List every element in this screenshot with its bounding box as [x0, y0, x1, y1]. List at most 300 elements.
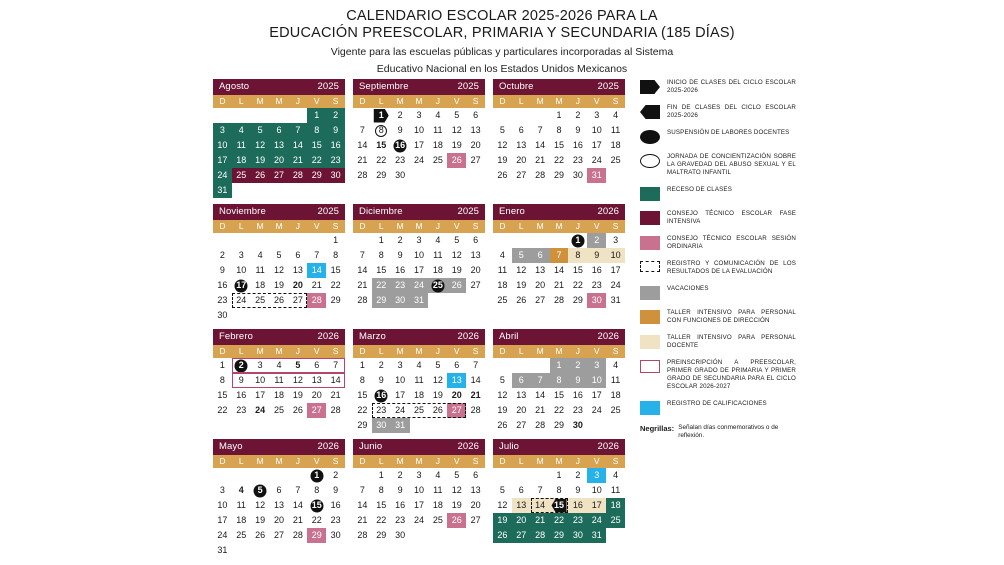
day-cell[interactable] [353, 278, 372, 293]
day-cell[interactable] [493, 138, 512, 153]
day-cell[interactable] [512, 483, 531, 498]
day-cell[interactable] [232, 373, 251, 388]
day-cell[interactable] [326, 153, 345, 168]
day-cell[interactable] [587, 153, 606, 168]
day-cell[interactable] [288, 248, 307, 263]
day-cell[interactable] [550, 263, 569, 278]
day-cell[interactable] [447, 108, 466, 123]
day-cell[interactable] [307, 293, 326, 308]
day-cell[interactable] [606, 123, 625, 138]
day-cell[interactable] [568, 373, 587, 388]
day-cell[interactable] [232, 138, 251, 153]
day-cell[interactable] [353, 513, 372, 528]
day-cell[interactable] [410, 483, 429, 498]
day-cell[interactable] [606, 138, 625, 153]
day-cell[interactable] [531, 123, 550, 138]
day-cell[interactable] [466, 498, 485, 513]
day-cell[interactable] [493, 123, 512, 138]
day-cell[interactable] [410, 388, 429, 403]
day-cell[interactable] [550, 278, 569, 293]
day-cell[interactable] [270, 248, 289, 263]
day-cell[interactable] [587, 373, 606, 388]
day-cell[interactable] [568, 168, 587, 183]
day-cell[interactable] [466, 123, 485, 138]
day-cell[interactable] [447, 153, 466, 168]
day-cell[interactable] [428, 373, 447, 388]
day-cell[interactable] [587, 108, 606, 123]
day-cell[interactable] [307, 263, 326, 278]
day-cell[interactable] [251, 483, 270, 498]
day-cell[interactable] [232, 123, 251, 138]
day-cell[interactable] [512, 293, 531, 308]
day-cell[interactable] [270, 293, 289, 308]
day-cell[interactable] [372, 108, 391, 123]
day-cell[interactable] [391, 528, 410, 543]
day-cell[interactable] [372, 293, 391, 308]
day-cell[interactable] [466, 388, 485, 403]
day-cell[interactable] [353, 418, 372, 433]
day-cell[interactable] [307, 388, 326, 403]
day-cell[interactable] [550, 483, 569, 498]
day-cell[interactable] [531, 293, 550, 308]
day-cell[interactable] [466, 263, 485, 278]
day-cell[interactable] [531, 263, 550, 278]
day-cell[interactable] [213, 498, 232, 513]
day-cell[interactable] [307, 123, 326, 138]
day-cell[interactable] [410, 293, 429, 308]
day-cell[interactable] [550, 373, 569, 388]
day-cell[interactable] [466, 403, 485, 418]
day-cell[interactable] [251, 263, 270, 278]
day-cell[interactable] [550, 123, 569, 138]
day-cell[interactable] [372, 358, 391, 373]
day-cell[interactable] [568, 418, 587, 433]
day-cell[interactable] [587, 468, 606, 483]
day-cell[interactable] [251, 293, 270, 308]
day-cell[interactable] [531, 528, 550, 543]
day-cell[interactable] [232, 528, 251, 543]
day-cell[interactable] [326, 528, 345, 543]
day-cell[interactable] [353, 293, 372, 308]
day-cell[interactable] [372, 168, 391, 183]
day-cell[interactable] [531, 278, 550, 293]
day-cell[interactable] [391, 373, 410, 388]
day-cell[interactable] [606, 373, 625, 388]
day-cell[interactable] [326, 293, 345, 308]
day-cell[interactable] [466, 358, 485, 373]
day-cell[interactable] [587, 513, 606, 528]
day-cell[interactable] [251, 278, 270, 293]
day-cell[interactable] [288, 373, 307, 388]
day-cell[interactable] [550, 468, 569, 483]
day-cell[interactable] [428, 138, 447, 153]
day-cell[interactable] [447, 233, 466, 248]
day-cell[interactable] [447, 388, 466, 403]
day-cell[interactable] [550, 138, 569, 153]
day-cell[interactable] [428, 278, 447, 293]
day-cell[interactable] [270, 168, 289, 183]
day-cell[interactable] [213, 308, 232, 323]
day-cell[interactable] [326, 233, 345, 248]
day-cell[interactable] [372, 513, 391, 528]
day-cell[interactable] [568, 358, 587, 373]
day-cell[interactable] [372, 278, 391, 293]
day-cell[interactable] [606, 278, 625, 293]
day-cell[interactable] [288, 153, 307, 168]
day-cell[interactable] [512, 248, 531, 263]
day-cell[interactable] [213, 248, 232, 263]
day-cell[interactable] [466, 153, 485, 168]
day-cell[interactable] [550, 293, 569, 308]
day-cell[interactable] [447, 248, 466, 263]
day-cell[interactable] [288, 168, 307, 183]
day-cell[interactable] [288, 358, 307, 373]
day-cell[interactable] [307, 468, 326, 483]
day-cell[interactable] [213, 168, 232, 183]
day-cell[interactable] [587, 278, 606, 293]
day-cell[interactable] [512, 418, 531, 433]
day-cell[interactable] [550, 168, 569, 183]
day-cell[interactable] [410, 263, 429, 278]
day-cell[interactable] [213, 403, 232, 418]
day-cell[interactable] [568, 123, 587, 138]
day-cell[interactable] [587, 403, 606, 418]
day-cell[interactable] [587, 388, 606, 403]
day-cell[interactable] [372, 498, 391, 513]
day-cell[interactable] [288, 263, 307, 278]
day-cell[interactable] [372, 248, 391, 263]
day-cell[interactable] [213, 293, 232, 308]
day-cell[interactable] [587, 483, 606, 498]
day-cell[interactable] [587, 358, 606, 373]
day-cell[interactable] [307, 513, 326, 528]
day-cell[interactable] [568, 248, 587, 263]
day-cell[interactable] [307, 278, 326, 293]
day-cell[interactable] [447, 403, 466, 418]
day-cell[interactable] [326, 388, 345, 403]
day-cell[interactable] [213, 278, 232, 293]
day-cell[interactable] [353, 138, 372, 153]
day-cell[interactable] [391, 248, 410, 263]
day-cell[interactable] [410, 138, 429, 153]
day-cell[interactable] [447, 373, 466, 388]
day-cell[interactable] [232, 483, 251, 498]
day-cell[interactable] [391, 278, 410, 293]
day-cell[interactable] [512, 278, 531, 293]
day-cell[interactable] [288, 498, 307, 513]
day-cell[interactable] [251, 248, 270, 263]
day-cell[interactable] [493, 418, 512, 433]
day-cell[interactable] [410, 153, 429, 168]
day-cell[interactable] [568, 403, 587, 418]
day-cell[interactable] [428, 513, 447, 528]
day-cell[interactable] [550, 403, 569, 418]
day-cell[interactable] [568, 278, 587, 293]
day-cell[interactable] [428, 153, 447, 168]
day-cell[interactable] [512, 153, 531, 168]
day-cell[interactable] [606, 513, 625, 528]
day-cell[interactable] [466, 233, 485, 248]
day-cell[interactable] [587, 233, 606, 248]
day-cell[interactable] [512, 168, 531, 183]
day-cell[interactable] [288, 278, 307, 293]
day-cell[interactable] [307, 498, 326, 513]
day-cell[interactable] [251, 153, 270, 168]
day-cell[interactable] [391, 153, 410, 168]
day-cell[interactable] [372, 388, 391, 403]
day-cell[interactable] [213, 153, 232, 168]
day-cell[interactable] [550, 153, 569, 168]
day-cell[interactable] [606, 483, 625, 498]
day-cell[interactable] [391, 388, 410, 403]
day-cell[interactable] [213, 388, 232, 403]
day-cell[interactable] [270, 483, 289, 498]
day-cell[interactable] [326, 358, 345, 373]
day-cell[interactable] [372, 528, 391, 543]
day-cell[interactable] [531, 498, 550, 513]
day-cell[interactable] [466, 468, 485, 483]
day-cell[interactable] [326, 468, 345, 483]
day-cell[interactable] [493, 153, 512, 168]
day-cell[interactable] [568, 388, 587, 403]
day-cell[interactable] [493, 278, 512, 293]
day-cell[interactable] [270, 123, 289, 138]
day-cell[interactable] [391, 108, 410, 123]
day-cell[interactable] [428, 468, 447, 483]
day-cell[interactable] [232, 388, 251, 403]
day-cell[interactable] [466, 248, 485, 263]
day-cell[interactable] [251, 498, 270, 513]
day-cell[interactable] [391, 123, 410, 138]
day-cell[interactable] [391, 138, 410, 153]
day-cell[interactable] [447, 513, 466, 528]
day-cell[interactable] [493, 373, 512, 388]
day-cell[interactable] [353, 373, 372, 388]
day-cell[interactable] [606, 263, 625, 278]
day-cell[interactable] [232, 278, 251, 293]
day-cell[interactable] [428, 388, 447, 403]
day-cell[interactable] [288, 293, 307, 308]
day-cell[interactable] [550, 388, 569, 403]
day-cell[interactable] [232, 168, 251, 183]
day-cell[interactable] [568, 153, 587, 168]
day-cell[interactable] [391, 358, 410, 373]
day-cell[interactable] [288, 528, 307, 543]
day-cell[interactable] [428, 358, 447, 373]
day-cell[interactable] [512, 513, 531, 528]
day-cell[interactable] [288, 123, 307, 138]
day-cell[interactable] [512, 528, 531, 543]
day-cell[interactable] [531, 373, 550, 388]
day-cell[interactable] [391, 168, 410, 183]
day-cell[interactable] [410, 498, 429, 513]
day-cell[interactable] [251, 123, 270, 138]
day-cell[interactable] [251, 373, 270, 388]
day-cell[interactable] [353, 263, 372, 278]
day-cell[interactable] [512, 263, 531, 278]
day-cell[interactable] [372, 373, 391, 388]
day-cell[interactable] [512, 388, 531, 403]
day-cell[interactable] [512, 123, 531, 138]
day-cell[interactable] [391, 513, 410, 528]
day-cell[interactable] [326, 248, 345, 263]
day-cell[interactable] [251, 528, 270, 543]
day-cell[interactable] [232, 153, 251, 168]
day-cell[interactable] [587, 263, 606, 278]
day-cell[interactable] [307, 373, 326, 388]
day-cell[interactable] [307, 483, 326, 498]
day-cell[interactable] [531, 418, 550, 433]
day-cell[interactable] [493, 248, 512, 263]
day-cell[interactable] [410, 248, 429, 263]
day-cell[interactable] [531, 483, 550, 498]
day-cell[interactable] [410, 468, 429, 483]
day-cell[interactable] [428, 233, 447, 248]
day-cell[interactable] [251, 513, 270, 528]
day-cell[interactable] [326, 123, 345, 138]
day-cell[interactable] [391, 468, 410, 483]
day-cell[interactable] [353, 528, 372, 543]
day-cell[interactable] [372, 123, 391, 138]
day-cell[interactable] [326, 513, 345, 528]
day-cell[interactable] [466, 278, 485, 293]
day-cell[interactable] [326, 138, 345, 153]
day-cell[interactable] [213, 483, 232, 498]
day-cell[interactable] [307, 248, 326, 263]
day-cell[interactable] [372, 468, 391, 483]
day-cell[interactable] [270, 403, 289, 418]
day-cell[interactable] [213, 358, 232, 373]
day-cell[interactable] [410, 278, 429, 293]
day-cell[interactable] [531, 168, 550, 183]
day-cell[interactable] [493, 528, 512, 543]
day-cell[interactable] [288, 138, 307, 153]
day-cell[interactable] [213, 138, 232, 153]
day-cell[interactable] [512, 138, 531, 153]
day-cell[interactable] [493, 263, 512, 278]
day-cell[interactable] [270, 358, 289, 373]
day-cell[interactable] [447, 278, 466, 293]
day-cell[interactable] [493, 513, 512, 528]
day-cell[interactable] [568, 263, 587, 278]
day-cell[interactable] [531, 403, 550, 418]
day-cell[interactable] [550, 358, 569, 373]
day-cell[interactable] [307, 403, 326, 418]
day-cell[interactable] [606, 358, 625, 373]
day-cell[interactable] [410, 513, 429, 528]
day-cell[interactable] [606, 498, 625, 513]
day-cell[interactable] [428, 123, 447, 138]
day-cell[interactable] [410, 373, 429, 388]
day-cell[interactable] [568, 108, 587, 123]
day-cell[interactable] [288, 403, 307, 418]
day-cell[interactable] [270, 153, 289, 168]
day-cell[interactable] [606, 233, 625, 248]
day-cell[interactable] [447, 468, 466, 483]
day-cell[interactable] [466, 373, 485, 388]
day-cell[interactable] [307, 528, 326, 543]
day-cell[interactable] [466, 138, 485, 153]
day-cell[interactable] [270, 528, 289, 543]
day-cell[interactable] [493, 293, 512, 308]
day-cell[interactable] [326, 108, 345, 123]
day-cell[interactable] [270, 388, 289, 403]
day-cell[interactable] [391, 293, 410, 308]
day-cell[interactable] [391, 418, 410, 433]
day-cell[interactable] [232, 293, 251, 308]
day-cell[interactable] [288, 388, 307, 403]
day-cell[interactable] [251, 403, 270, 418]
day-cell[interactable] [550, 498, 569, 513]
day-cell[interactable] [372, 138, 391, 153]
day-cell[interactable] [288, 483, 307, 498]
day-cell[interactable] [512, 403, 531, 418]
day-cell[interactable] [531, 388, 550, 403]
day-cell[interactable] [391, 263, 410, 278]
day-cell[interactable] [353, 483, 372, 498]
day-cell[interactable] [326, 498, 345, 513]
day-cell[interactable] [512, 498, 531, 513]
day-cell[interactable] [251, 168, 270, 183]
day-cell[interactable] [531, 138, 550, 153]
day-cell[interactable] [550, 528, 569, 543]
day-cell[interactable] [428, 483, 447, 498]
day-cell[interactable] [550, 513, 569, 528]
day-cell[interactable] [372, 483, 391, 498]
day-cell[interactable] [307, 138, 326, 153]
day-cell[interactable] [466, 513, 485, 528]
day-cell[interactable] [587, 123, 606, 138]
day-cell[interactable] [251, 388, 270, 403]
day-cell[interactable] [410, 108, 429, 123]
day-cell[interactable] [466, 483, 485, 498]
day-cell[interactable] [428, 248, 447, 263]
day-cell[interactable] [326, 278, 345, 293]
day-cell[interactable] [606, 403, 625, 418]
day-cell[interactable] [466, 108, 485, 123]
day-cell[interactable] [391, 233, 410, 248]
day-cell[interactable] [232, 498, 251, 513]
day-cell[interactable] [353, 358, 372, 373]
day-cell[interactable] [251, 358, 270, 373]
day-cell[interactable] [213, 123, 232, 138]
day-cell[interactable] [232, 263, 251, 278]
day-cell[interactable] [353, 388, 372, 403]
day-cell[interactable] [493, 498, 512, 513]
day-cell[interactable] [531, 248, 550, 263]
day-cell[interactable] [270, 138, 289, 153]
day-cell[interactable] [353, 403, 372, 418]
day-cell[interactable] [447, 358, 466, 373]
day-cell[interactable] [307, 358, 326, 373]
day-cell[interactable] [568, 483, 587, 498]
day-cell[interactable] [428, 108, 447, 123]
day-cell[interactable] [307, 153, 326, 168]
day-cell[interactable] [587, 168, 606, 183]
day-cell[interactable] [606, 468, 625, 483]
day-cell[interactable] [232, 403, 251, 418]
day-cell[interactable] [447, 138, 466, 153]
day-cell[interactable] [251, 138, 270, 153]
day-cell[interactable] [391, 483, 410, 498]
day-cell[interactable] [270, 513, 289, 528]
day-cell[interactable] [447, 123, 466, 138]
day-cell[interactable] [568, 293, 587, 308]
day-cell[interactable] [270, 278, 289, 293]
day-cell[interactable] [587, 138, 606, 153]
day-cell[interactable] [606, 153, 625, 168]
day-cell[interactable] [353, 168, 372, 183]
